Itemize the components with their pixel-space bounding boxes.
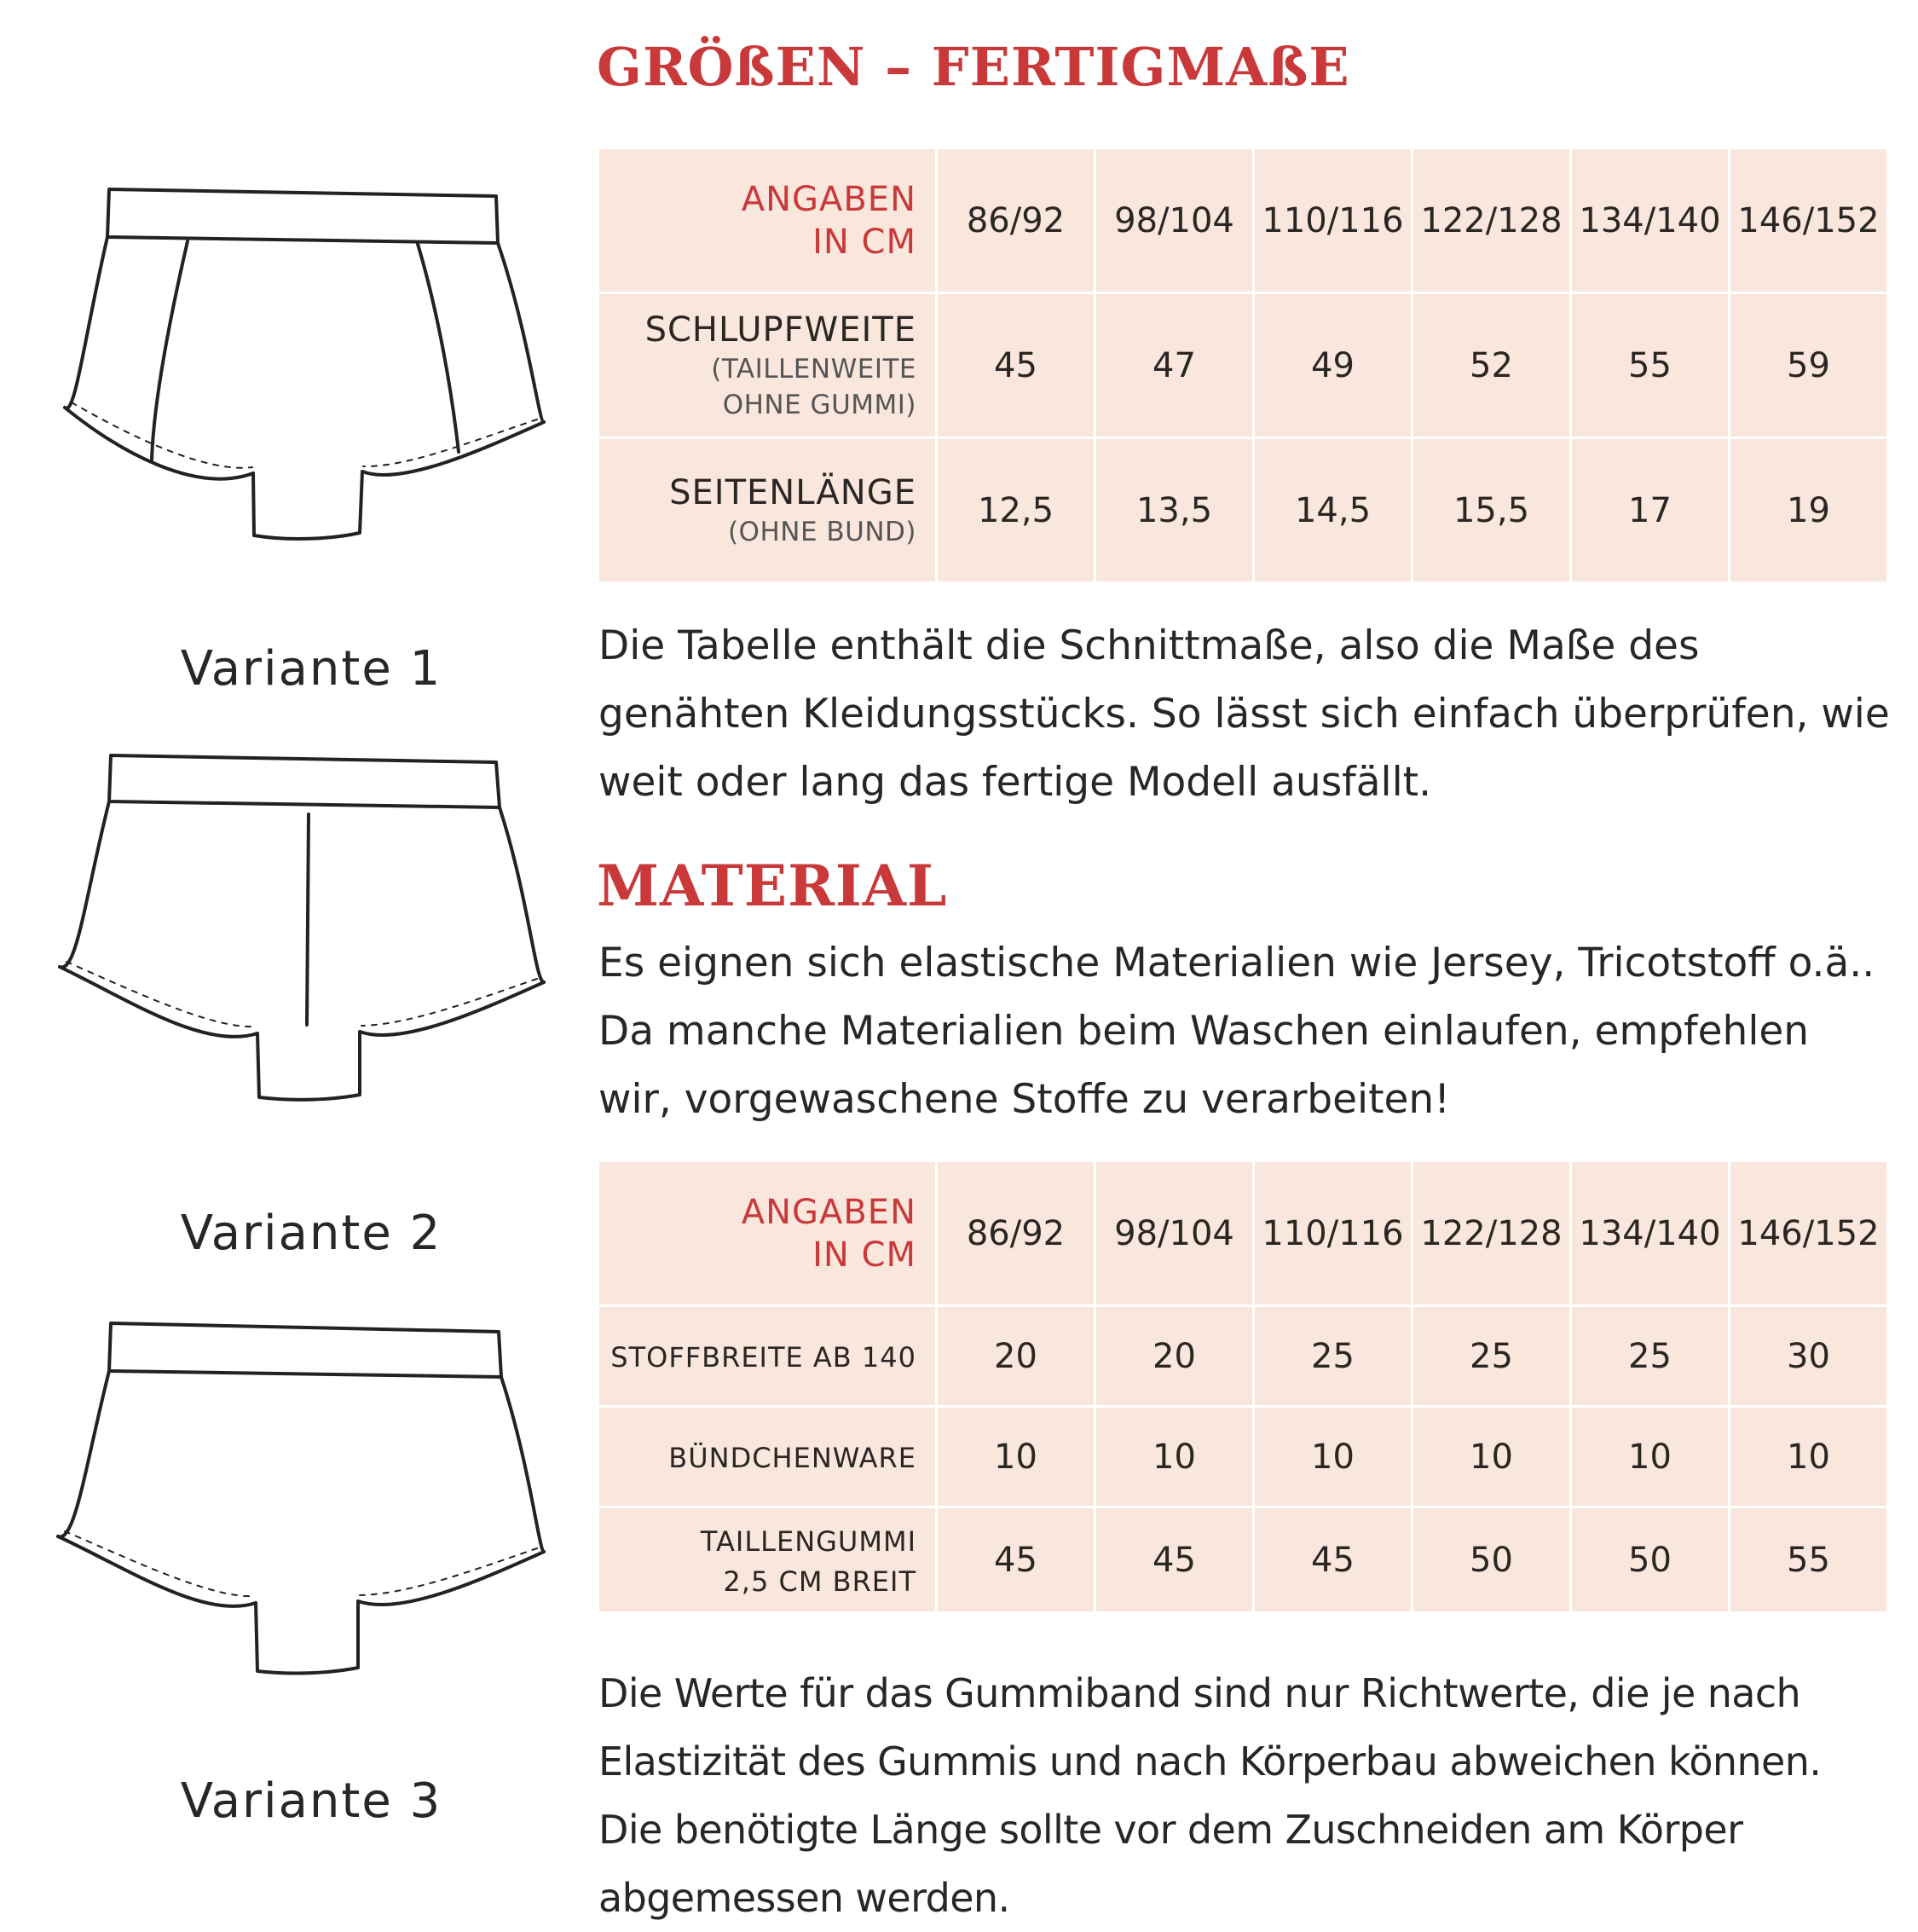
units-label-line1: ANGABEN bbox=[741, 1192, 916, 1232]
variant-2-caption: Variante 2 bbox=[180, 1206, 442, 1261]
table-cell: 10 bbox=[1730, 1407, 1888, 1507]
size-header: 134/140 bbox=[1571, 1161, 1730, 1306]
units-label bbox=[598, 1161, 937, 1306]
material-heading: MATERIAL bbox=[597, 853, 948, 919]
table-cell: 10 bbox=[1095, 1407, 1254, 1507]
table-cell: 45 bbox=[1095, 1507, 1254, 1613]
row-sublabel: (OHNE BUND) bbox=[727, 516, 916, 547]
table-cell: 47 bbox=[1095, 293, 1254, 438]
table-cell: 10 bbox=[937, 1407, 1095, 1507]
table-cell: 49 bbox=[1254, 293, 1413, 438]
table-cell: 19 bbox=[1730, 438, 1888, 583]
table-cell: 50 bbox=[1571, 1507, 1730, 1613]
table-cell: 25 bbox=[1571, 1306, 1730, 1407]
table-row bbox=[598, 1507, 1888, 1613]
table-cell: 15,5 bbox=[1413, 438, 1571, 583]
table-row bbox=[598, 293, 1888, 438]
table-cell: 59 bbox=[1730, 293, 1888, 438]
table-header-row bbox=[598, 148, 1888, 293]
units-label-line2: IN CM bbox=[812, 1235, 916, 1275]
row-label-stoffbreite bbox=[598, 1306, 937, 1407]
units-label bbox=[598, 148, 937, 293]
units-label-line1: ANGABEN bbox=[741, 179, 916, 219]
variant-3-caption: Variante 3 bbox=[180, 1773, 442, 1829]
size-header: 86/92 bbox=[937, 1161, 1095, 1306]
variant-1-caption: Variante 1 bbox=[180, 641, 442, 697]
table-cell: 45 bbox=[937, 293, 1095, 438]
table-row bbox=[598, 1306, 1888, 1407]
size-header: 134/140 bbox=[1571, 148, 1730, 293]
size-header: 98/104 bbox=[1095, 1161, 1254, 1306]
size-header: 146/152 bbox=[1730, 148, 1888, 293]
size-header: 122/128 bbox=[1413, 148, 1571, 293]
size-header: 122/128 bbox=[1413, 1161, 1571, 1306]
row-label-buendchenware bbox=[598, 1407, 937, 1507]
row-label-taillengummi bbox=[598, 1507, 937, 1613]
row-label-text: SCHLUPFWEITE bbox=[644, 309, 916, 350]
row-label-text: 2,5 CM BREIT bbox=[723, 1565, 916, 1598]
table-cell: 20 bbox=[937, 1306, 1095, 1407]
table-cell: 10 bbox=[1571, 1407, 1730, 1507]
material-table bbox=[597, 1160, 1889, 1614]
sizes-table bbox=[597, 147, 1889, 584]
table-cell: 12,5 bbox=[937, 438, 1095, 583]
table-cell: 52 bbox=[1413, 293, 1571, 438]
table-cell: 20 bbox=[1095, 1306, 1254, 1407]
size-header: 110/116 bbox=[1254, 1161, 1413, 1306]
table-row bbox=[598, 1407, 1888, 1507]
units-label-line2: IN CM bbox=[812, 222, 916, 262]
sizes-heading: GRÖßEN – FERTIGMAßE bbox=[597, 36, 1350, 98]
table-cell: 17 bbox=[1571, 438, 1730, 583]
elastic-note: Die Werte für das Gummiband sind nur Richtwerte, die je nach Elastizität des Gummis und nach Körperbau abweichen können. Die benötigte Länge sollte vor dem Zuschneiden am Körper abgemessen werden. bbox=[598, 1670, 1822, 1921]
size-header: 110/116 bbox=[1254, 148, 1413, 293]
row-label-text: BÜNDCHENWARE bbox=[668, 1442, 916, 1474]
row-label-text: TAILLENGUMMI bbox=[700, 1524, 916, 1558]
row-label-schlupfweite bbox=[598, 293, 937, 438]
row-sublabel: (TAILLENWEITE bbox=[711, 353, 916, 385]
underwear-variant-1-illustration bbox=[51, 179, 554, 554]
sizes-description: Die Tabelle enthält die Schnittmaße, also die Maße des genähten Kleidungsstücks. So lässt sich einfach überprüfen, wie weit oder lang das fertige Modell ausfällt. bbox=[598, 622, 1890, 806]
row-label-text: SEITENLÄNGE bbox=[669, 472, 916, 512]
size-header: 146/152 bbox=[1730, 1161, 1888, 1306]
table-cell: 10 bbox=[1413, 1407, 1571, 1507]
table-cell: 25 bbox=[1413, 1306, 1571, 1407]
size-header: 98/104 bbox=[1095, 148, 1254, 293]
table-row bbox=[598, 438, 1888, 583]
table-cell: 14,5 bbox=[1254, 438, 1413, 583]
row-label-text: STOFFBREITE AB 140 bbox=[610, 1341, 916, 1374]
row-sublabel: OHNE GUMMI) bbox=[722, 389, 916, 420]
table-cell: 45 bbox=[1254, 1507, 1413, 1613]
table-header-row bbox=[598, 1161, 1888, 1306]
table-cell: 30 bbox=[1730, 1306, 1888, 1407]
underwear-variant-2-illustration bbox=[51, 743, 554, 1119]
size-header: 86/92 bbox=[937, 148, 1095, 293]
table-cell: 55 bbox=[1730, 1507, 1888, 1613]
table-cell: 13,5 bbox=[1095, 438, 1254, 583]
table-cell: 10 bbox=[1254, 1407, 1413, 1507]
table-cell: 25 bbox=[1254, 1306, 1413, 1407]
underwear-variant-3-illustration bbox=[51, 1313, 554, 1688]
table-cell: 45 bbox=[937, 1507, 1095, 1613]
table-cell: 50 bbox=[1413, 1507, 1571, 1613]
material-description: Es eignen sich elastische Materialien wie Jersey, Tricotstoff o.ä.. Da manche Materialien beim Waschen einlaufen, empfehlen wir, vorgewaschene Stoffe zu verarbeiten! bbox=[598, 940, 1875, 1123]
table-cell: 55 bbox=[1571, 293, 1730, 438]
row-label-seitenlaenge bbox=[598, 438, 937, 583]
